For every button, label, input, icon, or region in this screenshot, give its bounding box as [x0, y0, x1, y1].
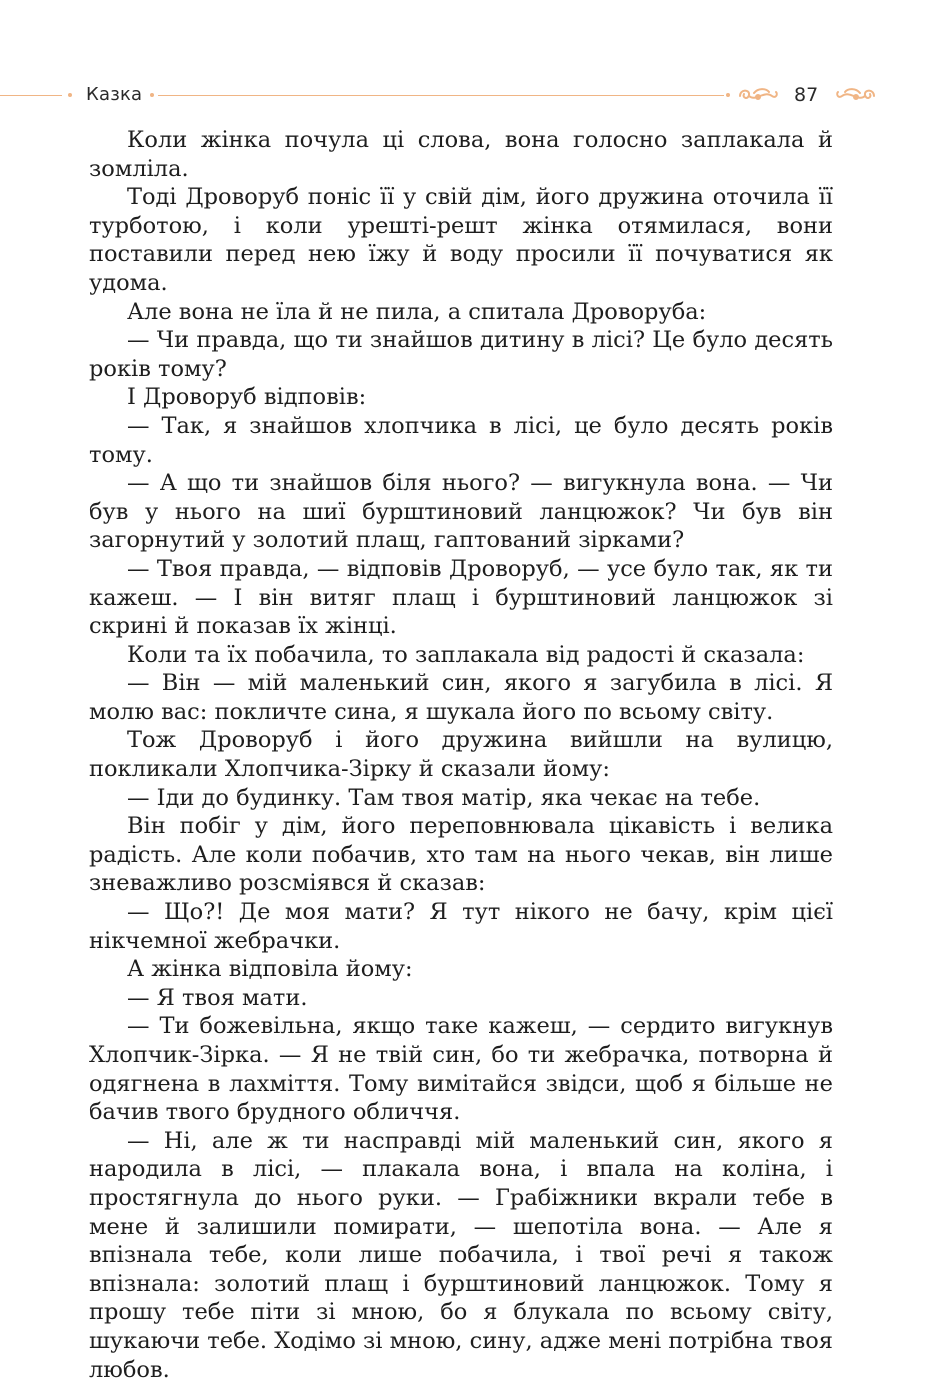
paragraph: А жінка відповіла йому: [127, 956, 413, 983]
paragraph: — Так, я знайшов хлопчика в лісі, це було десять років тому. [89, 412, 833, 468]
paragraph: — Твоя правда, — відповів Дроворуб, — усе було так, як ти кажеш. — І він витяг плащ і бурштиновий ланцюжок зі скрині й показав їх жінці. [89, 555, 833, 640]
paragraph: — А що ти знайшов біля нього? — вигукнула вона. — Чи був у нього на шиї бурштиновий ланцюжок? Чи був він загорнутий у золотий плащ, гаптований зірками? [89, 470, 833, 554]
section-label: Казка [86, 84, 143, 105]
paragraph: — Ти божевільна, якщо таке кажеш, — сердито вигукнув Хлопчик-Зірка. — Я не твій син, бо ти жебрачка, потворна й одягнена в лахміття. Тому вимітайся звідси, щоб я більше не бачив твого брудного обличчя. [89, 1013, 833, 1126]
paragraph: Тож Дроворуб і його дружина вийшли на вулицю, покликали Хлопчика-Зірку й сказали йому: [89, 727, 833, 783]
paragraph: — Він — мій маленький син, якого я загубила в лісі. Я молю вас: покличте сина, я шукала його по всьому світу. [89, 670, 833, 725]
header-dot-mid [150, 93, 154, 97]
paragraph: — Я твоя мати. [127, 984, 308, 1011]
paragraph: — Ні, але ж ти насправді мій маленький син, якого я народила в лісі, — плакала вона, і впала на коліна, і простягнула до нього руки. — Грабіжники вкрали тебе в мене й залишили помирати, — шепотіла вона. — Але я впізнала тебе, коли лише побачила, і твої речі я також впізнала: золотий плащ і бурштиновий ланцюжок. Тому я прошу тебе піти зі мною, бо я блукала по всьому світу, шукаючи тебе. Ходімо зі мною, сину, адже мені потрібна твоя любов. [89, 1127, 833, 1383]
header-dot-right [726, 93, 730, 97]
page-number: 87 [794, 84, 819, 106]
paragraph: Він побіг у дім, його переповнювала цікавість і велика радість. Але коли побачив, хто там на нього чекав, він лише зневажливо розсміявся й сказав: [89, 813, 833, 897]
running-header [0, 0, 952, 120]
paragraph: — Що?! Де моя мати? Я тут нікого не бачу, крім цієї нікчемної жебрачки. [89, 899, 833, 954]
header-rule-left [0, 95, 62, 96]
header-dot-left [68, 93, 72, 97]
paragraph: І Дроворуб відповів: [127, 384, 367, 411]
story-text [89, 126, 833, 1384]
swirl-ornament-icon [834, 84, 878, 106]
paragraph: — Іди до будинку. Там твоя матір, яка чекає на тебе. [127, 784, 761, 811]
paragraph: Коли жінка почула ці слова, вона голосно заплакала й зомліла. [89, 127, 833, 182]
paragraph: Коли та їх побачила, то заплакала від радості й сказала: [127, 641, 805, 668]
paragraph: Тоді Дроворуб поніс її у свій дім, його дружина оточила її турботою, і коли урешті-решт жінка отямилася, вони поставили перед нею їжу й воду просили її почуватися як удома. [89, 184, 833, 296]
paragraph: — Чи правда, що ти знайшов дитину в лісі? Це було десять років тому? [89, 327, 833, 382]
header-rule-center [158, 95, 724, 96]
swirl-ornament-icon [736, 84, 780, 106]
paragraph: Але вона не їла й не пила, а спитала Дроворуба: [127, 298, 707, 325]
